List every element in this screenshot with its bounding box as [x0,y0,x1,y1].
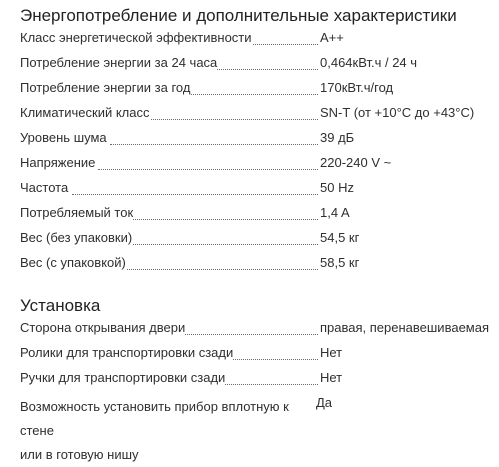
spec-label: Класс энергетической эффективности [20,30,252,45]
spec-value: Нет [320,370,343,385]
dot-leader [98,169,318,170]
spec-label: Вес (без упаковки) [20,230,133,245]
spec-value: A++ [320,30,344,45]
dot-leader [130,244,318,245]
dot-leader [182,334,318,335]
spec-value: Нет [320,345,343,360]
section-title-installation: Установка [20,296,101,315]
spec-row-climate-class [20,105,499,125]
spec-row-voltage [20,155,499,175]
spec-value: правая, перенавешиваемая [320,320,489,335]
spec-value: 170кВт.ч/год [320,80,394,95]
spec-label: Сторона открывания двери [20,320,186,335]
spec-label: Вес (с упаковкой) [20,255,126,270]
dot-leader [222,384,318,385]
spec-row-energy-24h [20,55,499,75]
spec-label-line: или в готовую нишу [20,447,139,462]
spec-label: Климатический класс [20,105,150,120]
spec-row-flush-install [20,395,499,462]
spec-value: 58,5 кг [320,255,360,270]
spec-label-multiline [20,395,320,467]
spec-row-weight-gross [20,255,499,275]
spec-row-weight-net [20,230,499,250]
spec-value: 0,464кВт.ч / 24 ч [320,55,418,70]
section-title-energy: Энергопотребление и дополнительные характеристики [20,6,457,25]
spec-row-energy-class [20,30,499,50]
dot-leader [124,269,318,270]
dot-leader [144,119,318,120]
spec-row-energy-year [20,80,499,100]
spec-label: Потребляемый ток [20,205,134,220]
dot-leader [188,94,318,95]
dot-leader [72,194,318,195]
spec-row-door-side [20,320,499,340]
spec-row-current [20,205,499,225]
spec-label: Частота [20,180,69,195]
spec-label: Потребление энергии за год [20,80,191,95]
spec-value: 54,5 кг [320,230,360,245]
spec-row-frequency [20,180,499,200]
spec-label: Потребление энергии за 24 часа [20,55,218,70]
spec-label: Ролики для транспортировки сзади [20,345,234,360]
spec-value: 220-240 V ~ [320,155,392,170]
dot-leader [132,219,318,220]
spec-label: Уровень шума [20,130,107,145]
dot-leader [208,69,318,70]
spec-label: Напряжение [20,155,96,170]
spec-label-line: Возможность установить прибор вплотную к стене [20,399,289,438]
spec-label: Ручки для транспортировки сзади [20,370,226,385]
spec-value: Да [316,395,333,410]
spec-value: 39 дБ [320,130,355,145]
dot-leader [110,144,318,145]
spec-row-rear-rollers [20,345,499,365]
dot-leader [230,359,318,360]
spec-row-noise [20,130,499,150]
spec-value: 1,4 A [320,205,350,220]
spec-row-rear-handles [20,370,499,390]
spec-value: SN-T (от +10°C до +43°C) [320,105,475,120]
spec-value: 50 Hz [320,180,354,195]
